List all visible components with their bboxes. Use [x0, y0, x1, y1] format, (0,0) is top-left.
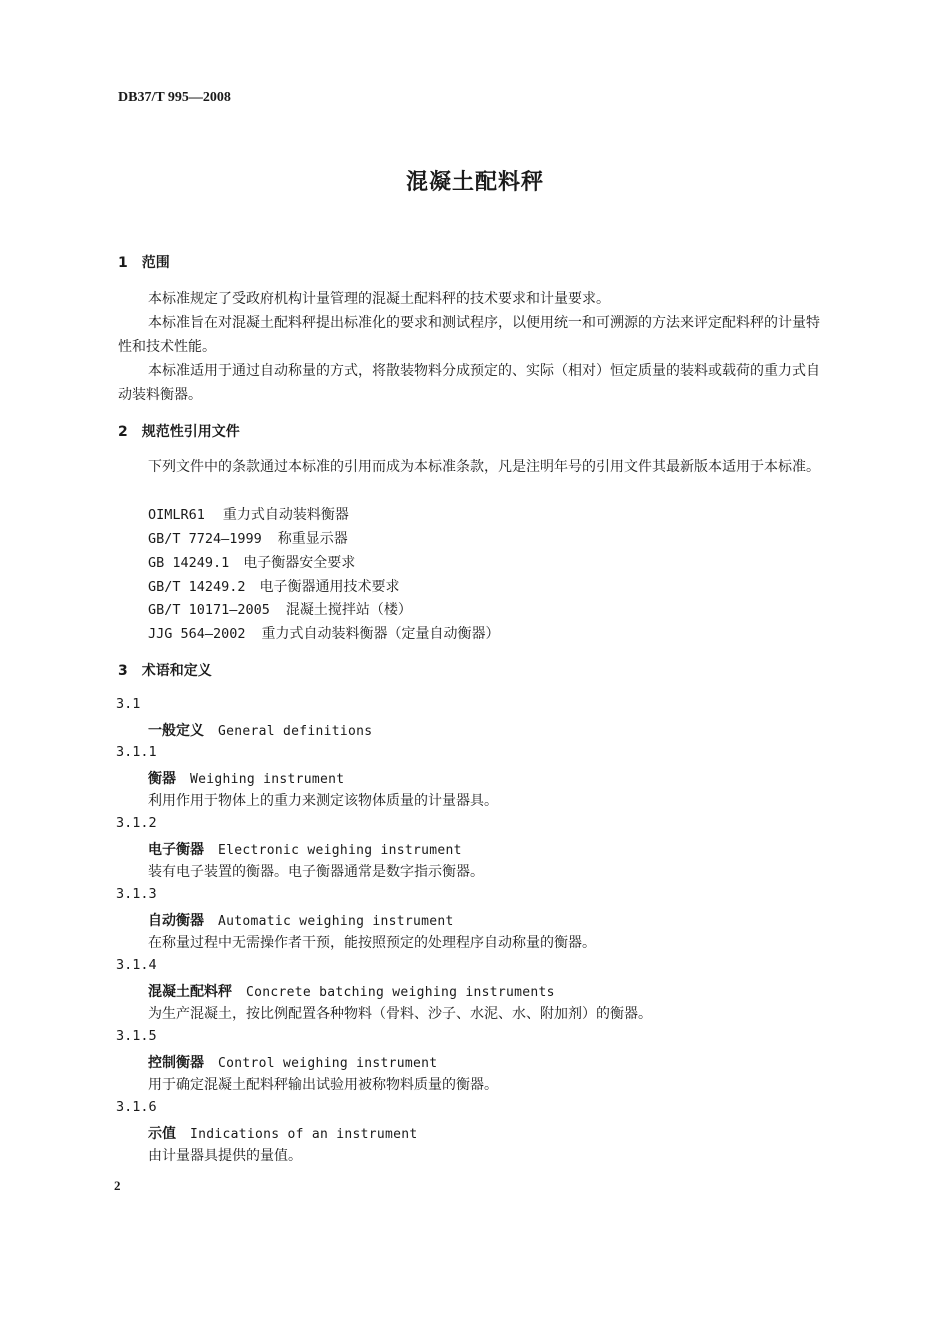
page-number: 2 [114, 1178, 121, 1193]
clause-number: 3.1.1 [116, 744, 157, 760]
reference-item [148, 503, 349, 527]
section-2-intro: 下列文件中的条款通过本标准的引用而成为本标准条款，凡是注明年号的引用文件其最新版本适用于本标准。 [148, 459, 820, 475]
clause-number: 3.1.2 [116, 815, 157, 831]
section-2-heading: 2 规范性引用文件 [118, 424, 240, 440]
clause-term [148, 839, 462, 859]
term-definition: 为生产混凝土，按比例配置各种物料（骨料、沙子、水泥、水、附加剂）的衡器。 [148, 1006, 652, 1022]
term-english: Electronic weighing instrument [218, 843, 462, 858]
reference-code: GB/T 10171—2005 [148, 602, 270, 618]
term-definition: 由计量器具提供的量值。 [148, 1148, 302, 1164]
term-definition: 在称量过程中无需操作者干预，能按照预定的处理程序自动称量的衡器。 [148, 935, 596, 951]
term-chinese: 衡器 [148, 771, 176, 787]
section-1-paragraph-3: 本标准适用于通过自动称量的方式，将散装物料分成预定的、实际（相对）恒定质量的装料或载荷的重力式自动装料衡器。 [118, 363, 820, 403]
reference-item [148, 575, 400, 599]
clause-term [148, 1123, 418, 1143]
term-chinese: 电子衡器 [148, 842, 204, 858]
section-3-heading: 3 术语和定义 [118, 663, 212, 679]
term-english: General definitions [218, 724, 373, 739]
term-chinese: 自动衡器 [148, 913, 204, 929]
term-english: Indications of an instrument [190, 1127, 418, 1142]
reference-item [148, 598, 412, 622]
reference-item [148, 527, 348, 551]
reference-title: 重力式自动装料衡器 [222, 507, 349, 523]
clause-number: 3.1.5 [116, 1028, 157, 1044]
reference-title: 电子衡器安全要求 [243, 555, 356, 571]
term-english: Weighing instrument [190, 772, 345, 787]
term-definition: 装有电子装置的衡器。电子衡器通常是数字指示衡器。 [148, 864, 484, 880]
reference-title: 电子衡器通用技术要求 [259, 579, 400, 595]
clause-term [148, 768, 344, 788]
term-chinese: 混凝土配料秤 [148, 984, 232, 1000]
clause-number: 3.1 [116, 696, 141, 712]
reference-code: GB 14249.1 [148, 555, 230, 571]
term-english: Control weighing instrument [218, 1056, 438, 1071]
clause-number: 3.1.6 [116, 1099, 157, 1115]
clause-term [148, 1052, 437, 1072]
clause-term [148, 910, 454, 930]
clause-term [148, 981, 555, 1001]
reference-item [148, 622, 500, 646]
reference-title: 称重显示器 [277, 531, 348, 547]
section-1-heading: 1 范围 [118, 255, 170, 271]
section-1-paragraph-2: 本标准旨在对混凝土配料秤提出标准化的要求和测试程序，以便用统一和可溯源的方法来评定配料秤的计量特性和技术性能。 [118, 315, 820, 355]
reference-title: 混凝土搅拌站（楼） [285, 602, 412, 618]
reference-item [148, 551, 355, 575]
reference-code: GB/T 7724—1999 [148, 531, 262, 547]
section-1-paragraph-1: 本标准规定了受政府机构计量管理的混凝土配料秤的技术要求和计量要求。 [148, 291, 610, 307]
term-chinese: 示值 [148, 1126, 176, 1142]
reference-code: GB/T 14249.2 [148, 579, 246, 595]
term-english: Concrete batching weighing instruments [246, 985, 555, 1000]
document-title: 混凝土配料秤 [405, 170, 544, 195]
reference-title: 重力式自动装料衡器（定量自动衡器） [261, 626, 500, 642]
standard-code: DB37/T 995—2008 [118, 90, 231, 105]
reference-code: JJG 564—2002 [148, 626, 246, 642]
clause-number: 3.1.3 [116, 886, 157, 902]
term-definition: 用于确定混凝土配料秤输出试验用被称物料质量的衡器。 [148, 1077, 498, 1093]
clause-number: 3.1.4 [116, 957, 157, 973]
term-chinese: 一般定义 [148, 723, 204, 739]
clause-term [148, 720, 372, 740]
term-chinese: 控制衡器 [148, 1055, 204, 1071]
term-definition: 利用作用于物体上的重力来测定该物体质量的计量器具。 [148, 793, 498, 809]
term-english: Automatic weighing instrument [218, 914, 454, 929]
reference-code: OIMLR61 [148, 507, 205, 523]
